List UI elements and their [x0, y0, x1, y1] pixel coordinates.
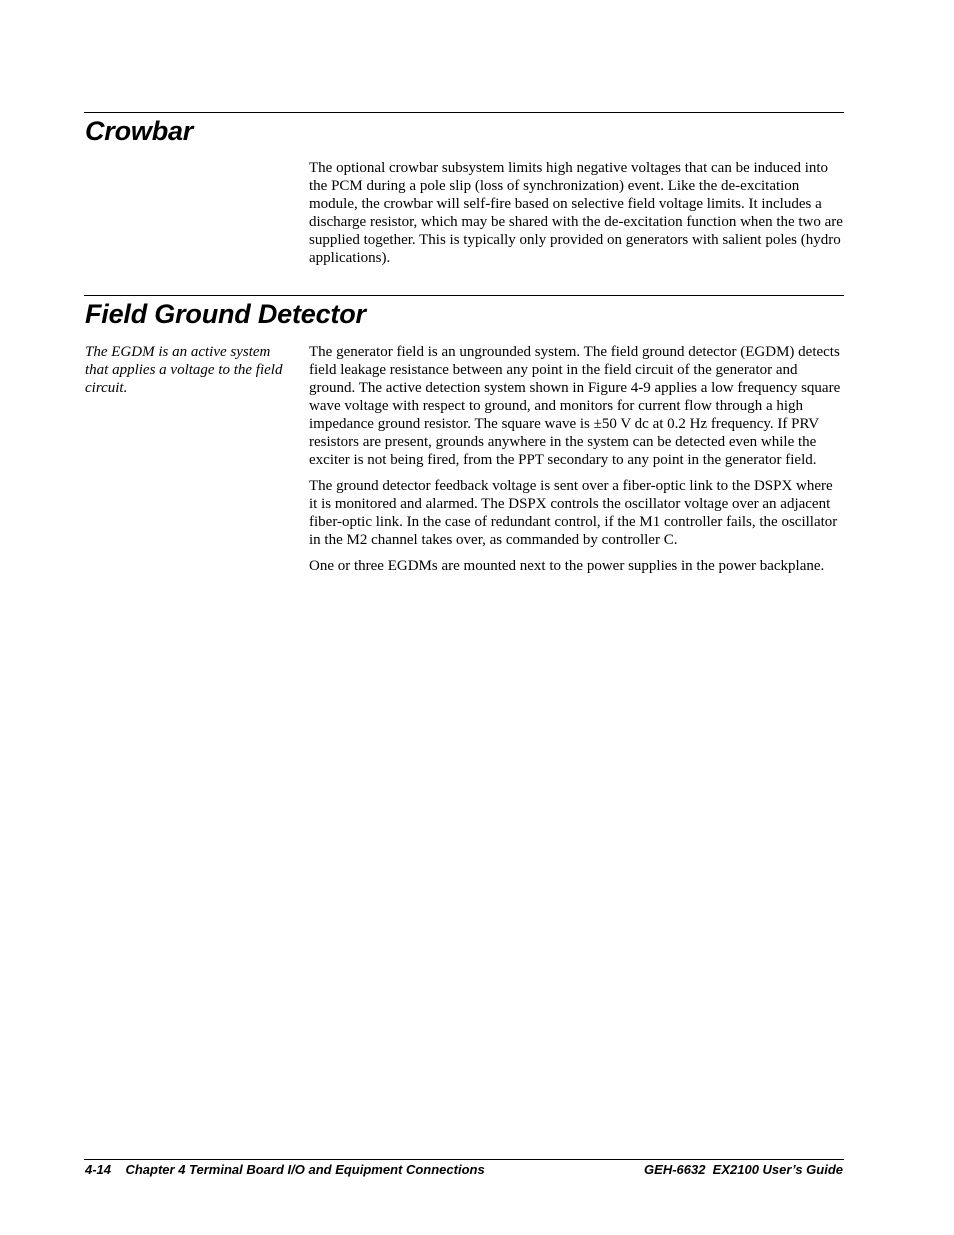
section-heading-field-ground-detector: Field Ground Detector — [85, 299, 366, 329]
margin-note: The EGDM is an active system that applies a voltage to the field circuit. — [85, 344, 283, 396]
crowbar-body — [309, 159, 845, 275]
fgd-paragraph-3: One or three EGDMs are mounted next to the power supplies in the power backplane. — [309, 558, 825, 574]
section-rule-crowbar — [84, 112, 844, 113]
section-heading-crowbar: Crowbar — [85, 116, 194, 146]
fgd-paragraph-1: The generator field is an ungrounded system. The field ground detector (EGDM) detects field leakage resistance between any point in the field circuit of the generator and ground. The active detection system shown in Figure 4-9 applies a low frequency square wave voltage with respect to ground, and monitors for current flow through a high impedance ground resistor. The square wave is ±50 V dc at 0.2 Hz frequency. If PRV resistors are present, grounds anywhere in the system can be detected even while the exciter is not being fired, from the PPT secondary to any point in the generator field. — [309, 344, 841, 468]
footer-rule — [84, 1159, 844, 1160]
section-rule-field-ground-detector — [84, 295, 844, 296]
field-ground-detector-body — [309, 343, 843, 583]
footer-chapter-label: 4-14 Chapter 4 Terminal Board I/O and Equipment Connections — [85, 1162, 485, 1177]
crowbar-paragraph: The optional crowbar subsystem limits high negative voltages that can be induced into the PCM during a pole slip (loss of synchronization) event. Like the de-excitation module, the crowbar will self-fire based on selective field voltage limits. It includes a discharge resistor, which may be shared with the de-excitation function when the two are supplied together. This is typically only provided on generators with salient poles (hydro applications). — [309, 160, 843, 266]
footer-document-label: GEH-6632 EX2100 User’s Guide — [644, 1162, 843, 1177]
fgd-paragraph-2: The ground detector feedback voltage is sent over a fiber-optic link to the DSPX where it is monitored and alarmed. The DSPX controls the oscillator voltage over an adjacent fiber-optic link. In the case of redundant control, if the M1 controller fails, the oscillator in the M2 channel takes over, as commanded by controller C. — [309, 478, 838, 548]
